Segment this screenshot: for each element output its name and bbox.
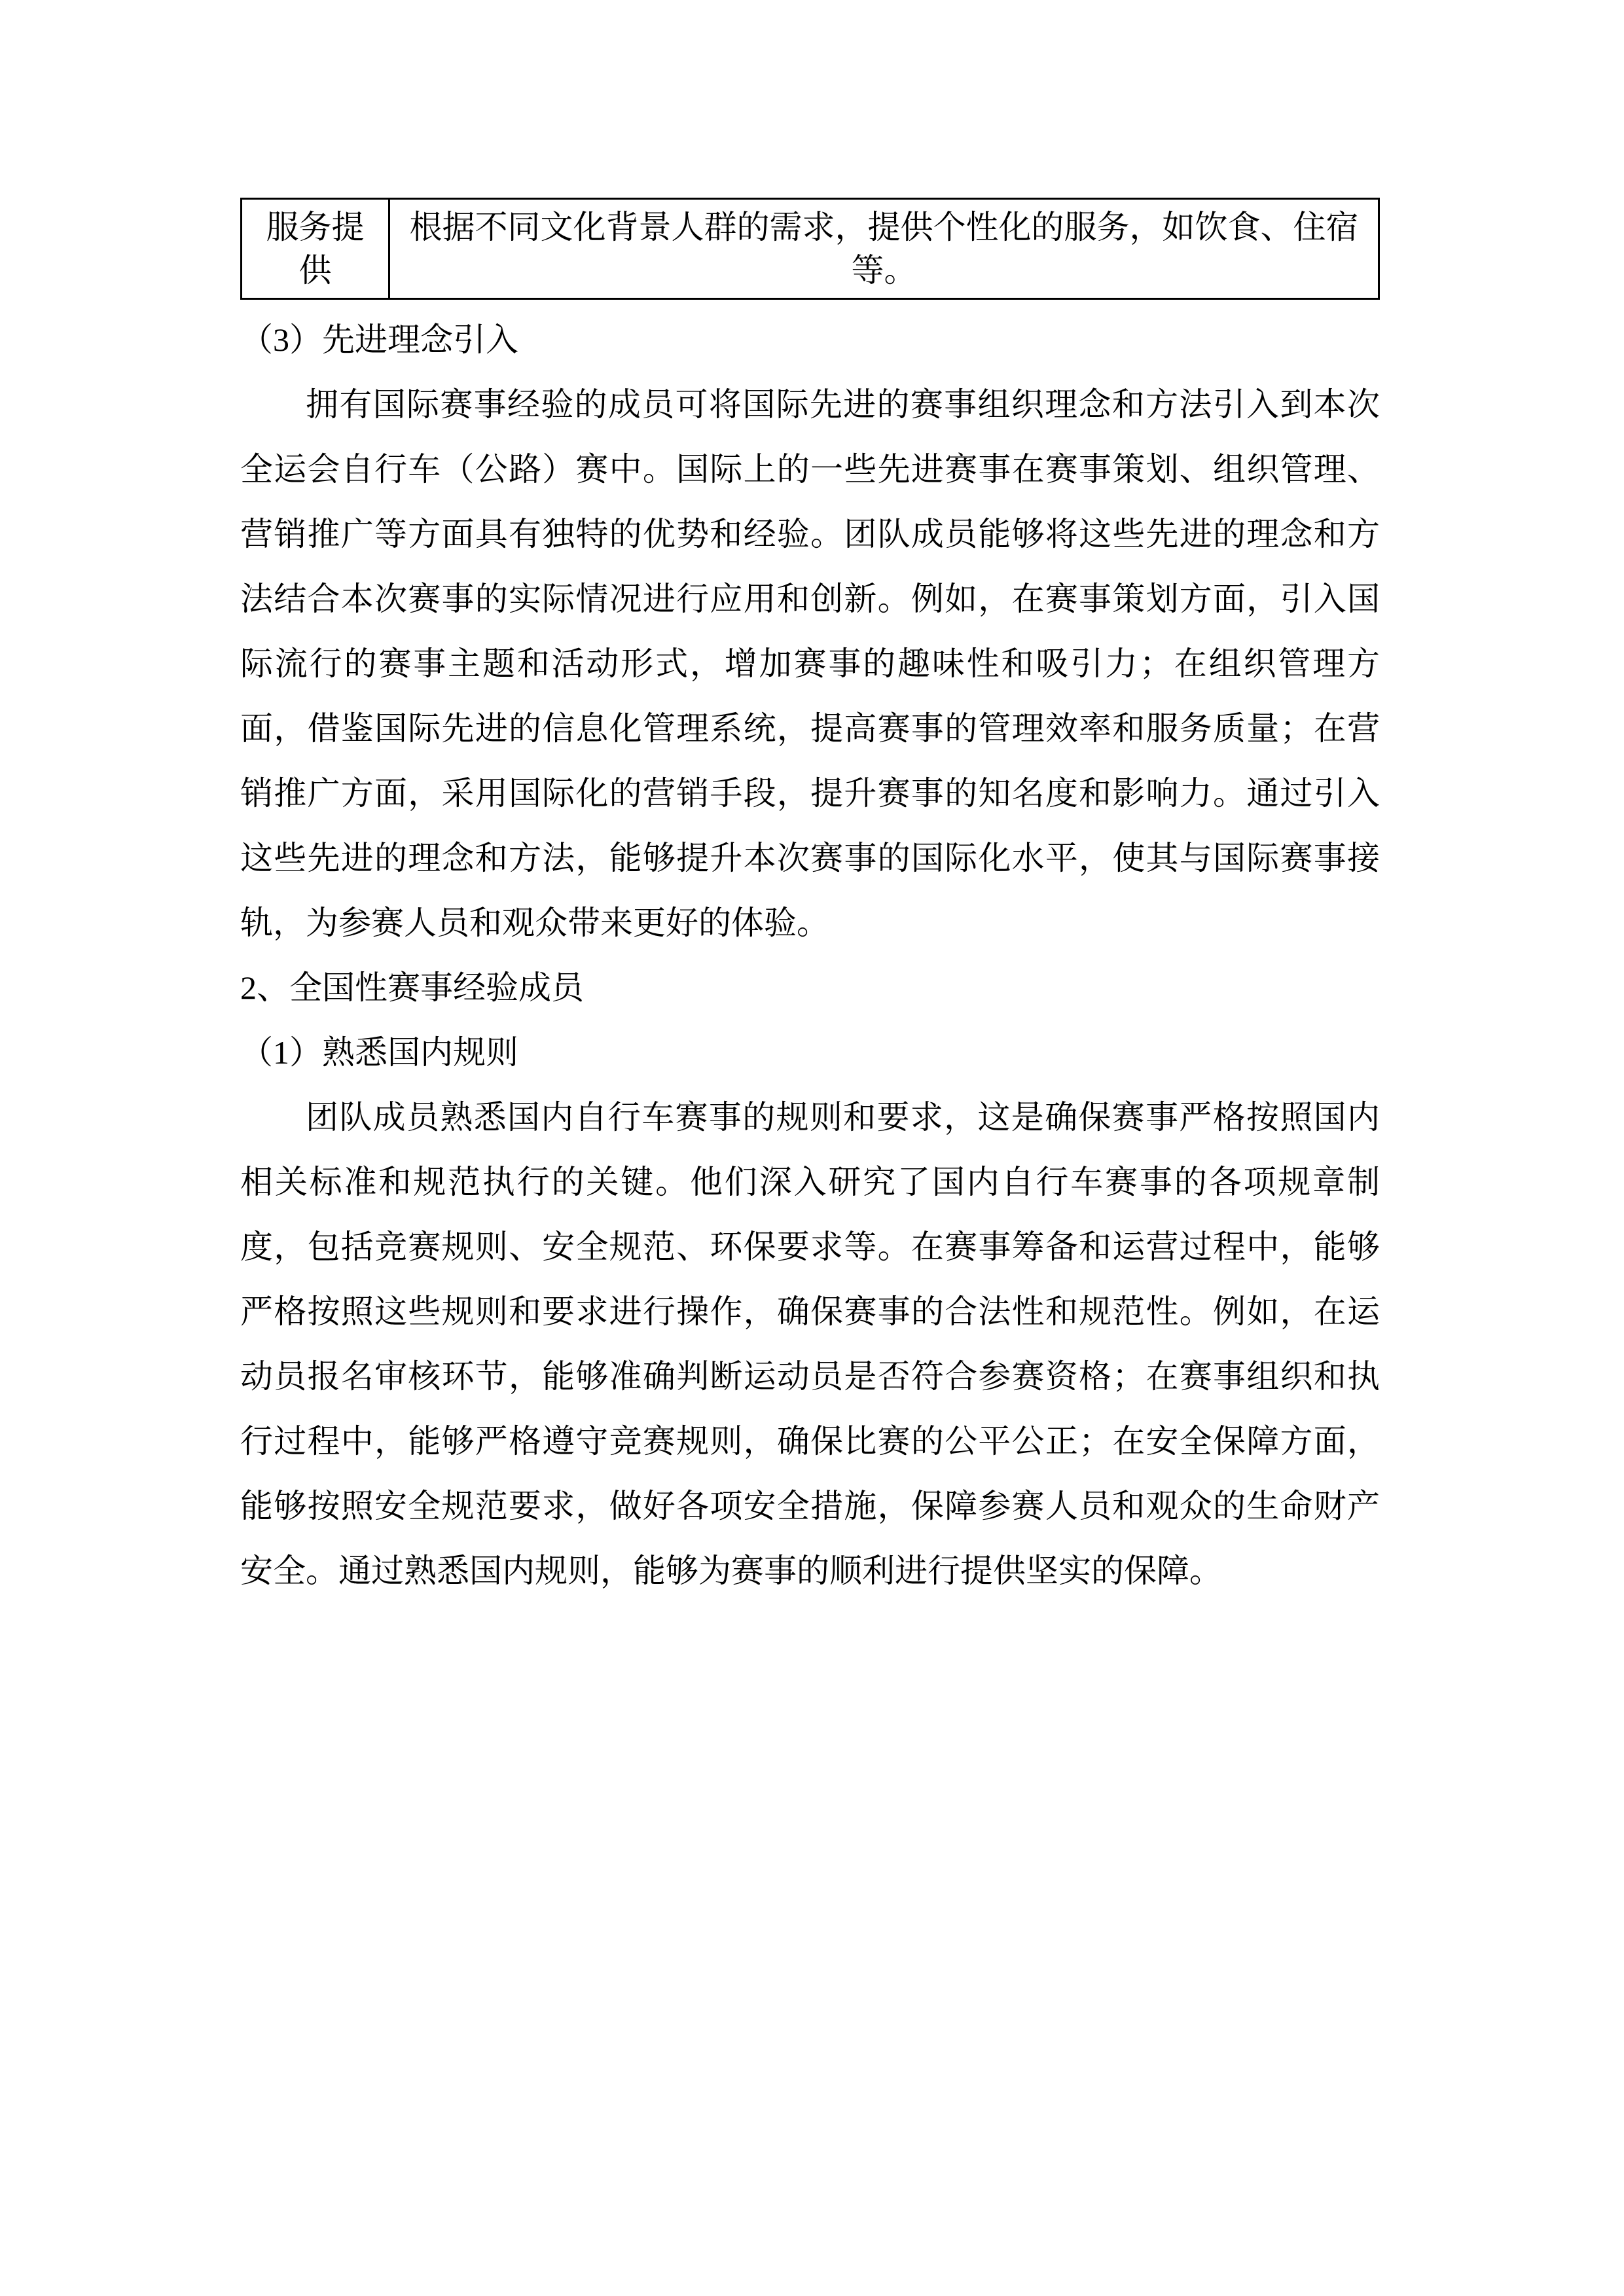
table-cell-content [389,199,1379,299]
service-table [240,198,1380,300]
paragraph-line: 团队成员熟悉国内自行车赛事的规则和要求，这是确保赛事严格按照国内 [306,1099,1380,1136]
document-body [240,308,1380,1604]
section-heading: （1）熟悉国内规则 [240,1034,518,1071]
table-label-line: 服务提 [266,209,365,245]
paragraph-line: 销推广方面，采用国际化的营销手段，提升赛事的知名度和影响力。通过引入 [240,775,1380,812]
paragraph [240,372,1380,956]
table-label-line: 供 [298,252,332,289]
table-content-line: 根据不同文化背景人群的需求，提供个性化的服务，如饮食、住宿 [409,209,1359,245]
paragraph-line: 法结合本次赛事的实际情况进行应用和创新。例如，在赛事策划方面，引入国 [240,581,1380,617]
paragraph-line: 相关标准和规范执行的关键。他们深入研究了国内自行车赛事的各项规章制 [240,1164,1380,1200]
paragraph-line: 行过程中，能够严格遵守竞赛规则，确保比赛的公平公正；在安全保障方面， [240,1423,1380,1460]
paragraph-line: 能够按照安全规范要求，做好各项安全措施，保障参赛人员和观众的生命财产 [240,1488,1380,1524]
paragraph-line: 拥有国际赛事经验的成员可将国际先进的赛事组织理念和方法引入到本次 [306,386,1380,423]
section-heading: 2、全国性赛事经验成员 [240,969,584,1006]
paragraph-line: 际流行的赛事主题和活动形式，增加赛事的趣味性和吸引力；在组织管理方 [240,645,1380,682]
page-content [240,198,1380,1604]
table-row [242,199,1379,299]
paragraph-line: 面，借鉴国际先进的信息化管理系统，提高赛事的管理效率和服务质量；在营 [240,710,1380,747]
paragraph-line: 安全。通过熟悉国内规则，能够为赛事的顺利进行提供坚实的保障。 [240,1552,1222,1589]
table-content-line: 等。 [851,252,917,289]
paragraph-line: 严格按照这些规则和要求进行操作，确保赛事的合法性和规范性。例如，在运 [240,1293,1380,1330]
paragraph [240,1085,1380,1604]
paragraph-line: 度，包括竞赛规则、安全规范、环保要求等。在赛事筹备和运营过程中，能够 [240,1229,1380,1265]
paragraph-line: 营销推广等方面具有独特的优势和经验。团队成员能够将这些先进的理念和方 [240,516,1380,552]
paragraph-line: 全运会自行车（公路）赛中。国际上的一些先进赛事在赛事策划、组织管理、 [240,451,1380,488]
table-cell-label [242,199,389,299]
paragraph-line: 轨，为参赛人员和观众带来更好的体验。 [240,905,829,941]
paragraph-line: 这些先进的理念和方法，能够提升本次赛事的国际化水平，使其与国际赛事接 [240,840,1380,876]
paragraph-line: 动员报名审核环节，能够准确判断运动员是否符合参赛资格；在赛事组织和执 [240,1358,1380,1395]
section-heading: （3）先进理念引入 [240,321,518,358]
